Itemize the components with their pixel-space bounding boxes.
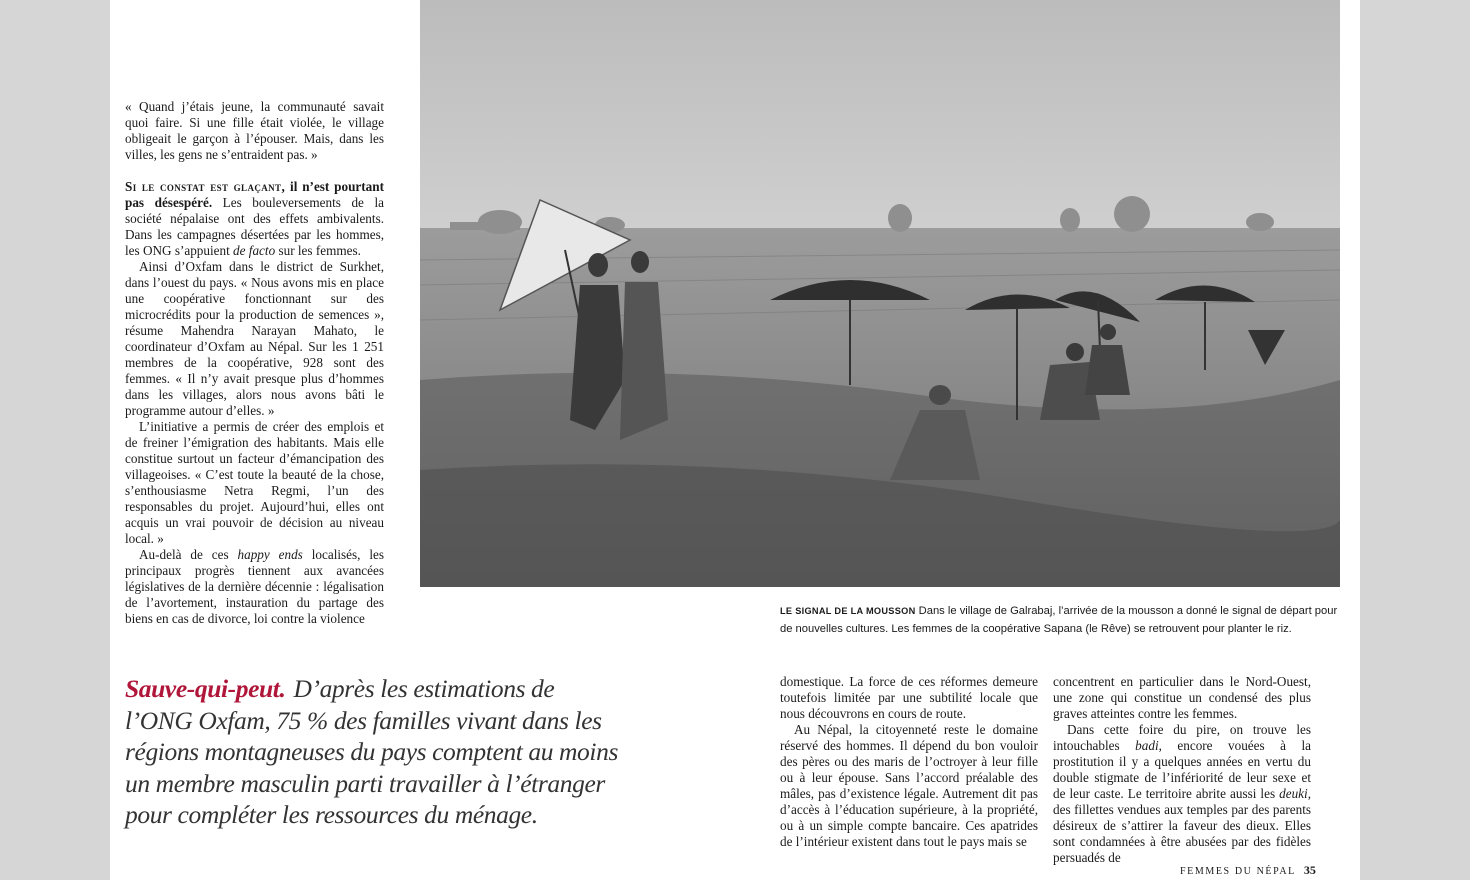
page-number: 35 <box>1303 863 1316 877</box>
lead-in-smallcaps: Si le constat est glaçant, <box>125 179 286 194</box>
caption-text: Dans le village de Galrabaj, l’arrivée de la mousson a donné le signal de départ pour de nouvelles cultures. Les femmes de la coopérative Sapana (le Rêve) se retrouvent pour planter le riz. <box>780 605 1338 635</box>
paragraph-quote: « Quand j’étais jeune, la communauté savait quoi faire. Si une fille était violée, le village obligeait le garçon à l’épouser. Mais, dans les villes, les gens ne s’entraident pas. » <box>125 99 384 162</box>
caption-label: LE SIGNAL DE LA MOUSSON <box>780 606 916 616</box>
pull-quote <box>125 673 625 831</box>
photo-caption <box>780 602 1350 638</box>
page-footer <box>1180 863 1316 878</box>
lead-in-bold: il n’est pourtant pas désespéré. <box>125 179 385 210</box>
text-column-middle <box>780 674 1038 850</box>
paragraph-constat: Si le constat est glaçant, il n’est pourtant pas désespéré. Les bouleversements de la société népalaise ont des effets ambivalents. Dans les campagnes désertées par les hommes, les ONG s’appuient de facto sur les femmes. <box>125 179 385 258</box>
photo-illustration <box>420 0 1340 587</box>
paragraph-citoyennete: Au Népal, la citoyenneté reste le domaine réservé des hommes. Il dépend du bon vouloir des pères ou des maris de l’octroyer à leur fille ou à leur épouse. Sans l’accord préalable des mâles, pas d’existence légale. Autrement dit pas d’accès à l’éducation supérieure, à la propriété, ou à un simple compte bancaire. Ces apatrides de l’intérieur existent dans tout le pays mais se <box>780 722 1038 849</box>
text-column-right <box>1053 674 1311 866</box>
rice-field-photo <box>420 0 1340 587</box>
paragraph-oxfam: Ainsi d’Oxfam dans le district de Surkhet, dans l’ouest du pays. « Nous avons mis en place une coopérative fonctionnant sur des microcrédits pour la production de semences », résume Mahendra Narayan Mahato, le coordinateur d’Oxfam au Népal. Sur les 1 251 membres de la coopérative, 928 sont des femmes. « Il n’y avait presque plus d’hommes dans les villages, alors nous avons bâti le programme autour d’elles. » <box>125 259 384 418</box>
pull-quote-text: D’après les estimations de l’ONG Oxfam, 75 % des familles vivant dans les régions montagneuses du pays comptent au moins un membre masculin parti travailler à l’étranger pour compléter les ressources du ménage. <box>125 674 618 829</box>
pull-quote-head: Sauve-qui-peut. <box>125 674 286 703</box>
paragraph-foire: Dans cette foire du pire, on trouve les intouchables badi, encore vouées à la prostitution il y a quelques années en vertu du double stigmate de l’infériorité de leur sexe et de leur caste. Le territoire abrite aussi les deuki, des fillettes vendues aux temples par des parents désireux de s’attirer la faveur des dieux. Elles sont condamnées à être abusées par des fidèles persuadés de <box>1053 722 1311 865</box>
paragraph-nord-ouest: concentrent en particulier dans le Nord-Ouest, une zone qui constitue un condensé des plus graves atteintes contre les femmes. <box>1053 674 1311 721</box>
paragraph-initiative: L’initiative a permis de créer des emplois et de freiner l’émigration des habitants. Mais elle constitue surtout un facteur d’émancipation des villageoises. « C’est toute la beauté de la chose, s’enthousiasme Netra Regmi, l’un des responsables du projet. Aujourd’hui, elles ont acquis un vrai pouvoir de décision au niveau local. » <box>125 419 384 546</box>
magazine-page <box>110 0 1360 880</box>
section-title: FEMMES DU NÉPAL <box>1180 866 1296 877</box>
paragraph-domestique: domestique. La force de ces réformes demeure toutefois limitée par une subtilité locale que nous découvrons en cours de route. <box>780 674 1038 721</box>
text-column-left <box>125 99 384 627</box>
paragraph-progres: Au-delà de ces happy ends localisés, les principaux progrès tiennent aux avancées législatives de la dernière décennie : légalisation de l’avortement, instauration du partage des biens en cas de divorce, loi contre la violence <box>125 547 384 626</box>
